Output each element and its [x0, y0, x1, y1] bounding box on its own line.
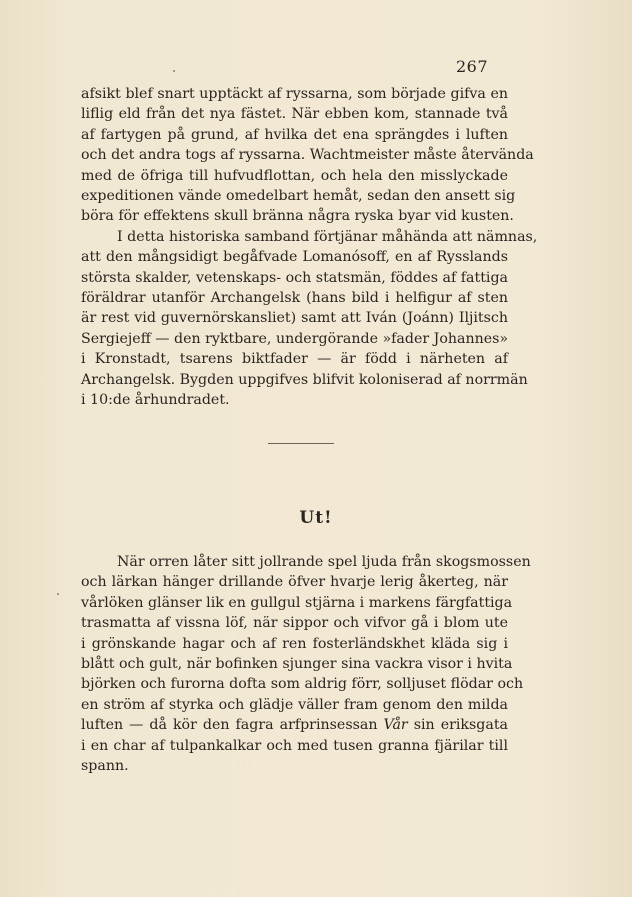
text-line: är rest vid guvernörskansliet) samt att Iván (Joánn) Iljitsch [81, 310, 508, 327]
text-line: trasmatta af vissna löf, när sippor och vifvor gå i blom ute [81, 615, 508, 632]
paper-speck [57, 593, 59, 595]
text-line: i Kronstadt, tsarens biktfader — är född i närheten af [81, 351, 508, 368]
text-line: i grönskande hagar och af ren fosterländskhet kläda sig i [81, 635, 508, 652]
text-line: I detta historiska samband förtjänar måhända att nämnas, [117, 228, 538, 245]
page-number: 267 [455, 57, 488, 76]
text-line: blått och gult, när bofinken sjunger sina vackra visor i hvita [81, 656, 513, 673]
text-line: spann. [81, 758, 129, 775]
text-line: största skalder, vetenskaps- och statsmän, föddes af fattiga [81, 269, 508, 286]
paragraph-2 [81, 227, 538, 411]
text-line: i 10:de århundradet. [81, 392, 230, 409]
text-line: luften — då kör den fagra arfprinsessan Vår sin eriksgata [81, 717, 508, 734]
text-line: Sergiejeff — den ryktbare, undergörande »fader Johannes» [81, 330, 509, 347]
text-line: böra för effektens skull bränna några ryska byar vid kusten. [81, 208, 514, 225]
paragraph-1 [81, 84, 534, 227]
text-line: med de öfriga till hufvudflottan, och hela den misslyckade [81, 167, 508, 184]
text-line: vårlöken glänser lik en gullgul stjärna i markens färgfattiga [81, 594, 513, 611]
text-line: af fartygen på grund, af hvilka det ena sprängdes i luften [81, 126, 508, 143]
section-title: Ut! [299, 508, 333, 528]
text-line: och det andra togs af ryssarna. Wachtmeister måste återvända [81, 147, 534, 164]
text-line: föräldrar utanför Archangelsk (hans bild i helfigur af sten [81, 290, 508, 307]
paragraph-3 [81, 552, 531, 776]
text-line: expeditionen vände omedelbart hemåt, sedan den ansett sig [81, 188, 516, 205]
text-block-lower [81, 552, 531, 776]
paper-speck [173, 70, 175, 72]
text-line: liflig eld från det nya fästet. När ebben kom, stannade två [81, 106, 508, 123]
section-divider [268, 443, 334, 444]
text-line: När orren låter sitt jollrande spel ljuda från skogsmossen [117, 554, 531, 570]
text-line: att den mångsidigt begåfvade Lomanósoff, en af Rysslands [81, 249, 508, 266]
text-line: i en char af tulpankalkar och med tusen granna fjärilar till [81, 737, 508, 754]
text-block-upper [81, 84, 538, 411]
text-line: björken och furorna dofta som aldrig förr, solljuset flödar och [81, 676, 524, 693]
text-line: en ström af styrka och glädje väller fram genom den milda [81, 696, 508, 713]
text-line: Archangelsk. Bygden uppgifves blifvit koloniserad af norrmän [81, 371, 528, 388]
text-line: och lärkan hänger drillande öfver hvarje lerig åkerteg, när [81, 574, 508, 591]
text-line: afsikt blef snart upptäckt af ryssarna, som började gifva en [81, 86, 508, 102]
